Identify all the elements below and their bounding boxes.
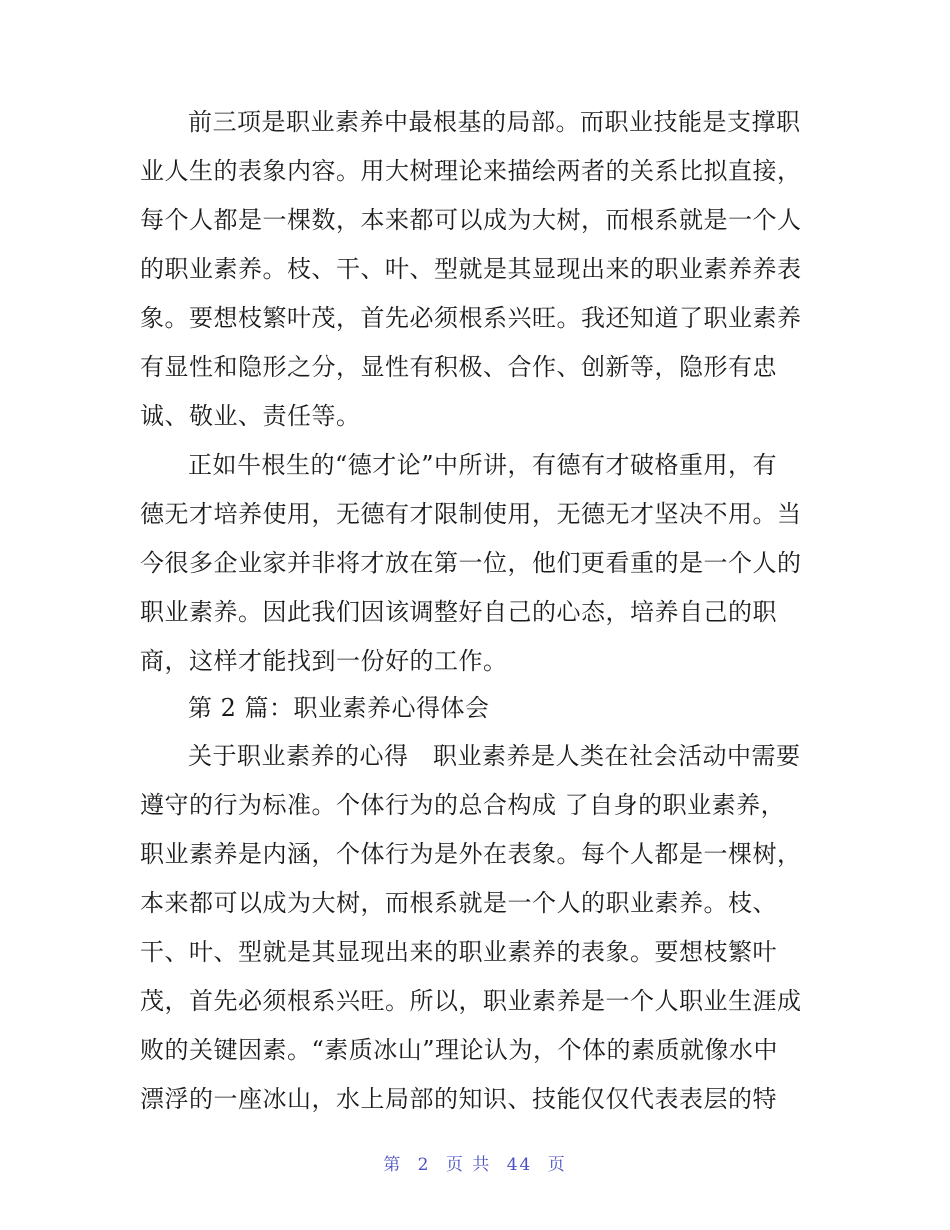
text-line: 今很多企业家并非将才放在第一位，他们更看重的是一个人的 bbox=[140, 549, 802, 577]
text-line: 每个人都是一棵数，本来都可以成为大树，而根系就是一个人 bbox=[140, 206, 802, 234]
text-line: 象。要想枝繁叶茂，首先必须根系兴旺。我还知道了职业素养 bbox=[140, 304, 802, 332]
total-pages-number: 44 bbox=[506, 1155, 533, 1175]
text-line: 业人生的表象内容。用大树理论来描绘两者的关系比拟直接， bbox=[140, 157, 802, 185]
text-line: 德无才培养使用，无德有才限制使用，无德无才坚决不用。当 bbox=[140, 500, 802, 528]
text-line: 遵守的行为标准。个体行为的总合构成 了自身的职业素养， bbox=[140, 791, 786, 819]
text-line: 职业素养是内涵，个体行为是外在表象。每个人都是一棵树， bbox=[140, 840, 802, 868]
text-line: 茂，首先必须根系兴旺。所以，职业素养是一个人职业生涯成 bbox=[140, 987, 802, 1015]
page-footer bbox=[0, 1150, 950, 1175]
text-line: 诚、敬业、责任等。 bbox=[140, 402, 361, 430]
page-label-middle: 页 共 bbox=[445, 1155, 492, 1175]
text-line: 本来都可以成为大树，而根系就是一个人的职业素养。枝、 bbox=[140, 889, 777, 917]
section-heading: 第 2 篇：职业素养心得体会 bbox=[188, 694, 490, 722]
text-line: 漂浮的一座冰山，水上局部的知识、技能仅仅代表表层的特 bbox=[140, 1085, 777, 1113]
text-line: 有显性和隐形之分，显性有积极、合作、创新等，隐形有忠 bbox=[140, 353, 777, 381]
text-line: 正如牛根生的“德才论”中所讲，有德有才破格重用，有 bbox=[188, 451, 778, 479]
text-line: 商，这样才能找到一份好的工作。 bbox=[140, 647, 508, 675]
text-line: 败的关键因素。“素质冰山”理论认为，个体的素质就像水中 bbox=[140, 1036, 779, 1064]
text-line: 的职业素养。枝、干、叶、型就是其显现出来的职业素养养表 bbox=[140, 255, 802, 283]
text-line: 前三项是职业素养中最根基的局部。而职业技能是支撑职 bbox=[188, 108, 801, 136]
text-line: 关于职业素养的心得 职业素养是人类在社会活动中需要 bbox=[188, 742, 801, 770]
page-label-prefix: 第 bbox=[383, 1155, 403, 1175]
text-line: 职业素养。因此我们因该调整好自己的心态，培养自己的职 bbox=[140, 598, 777, 626]
page-label-suffix: 页 bbox=[547, 1155, 567, 1175]
text-line: 干、叶、型就是其显现出来的职业素养的表象。要想枝繁叶 bbox=[140, 938, 777, 966]
current-page-number: 2 bbox=[417, 1155, 431, 1175]
